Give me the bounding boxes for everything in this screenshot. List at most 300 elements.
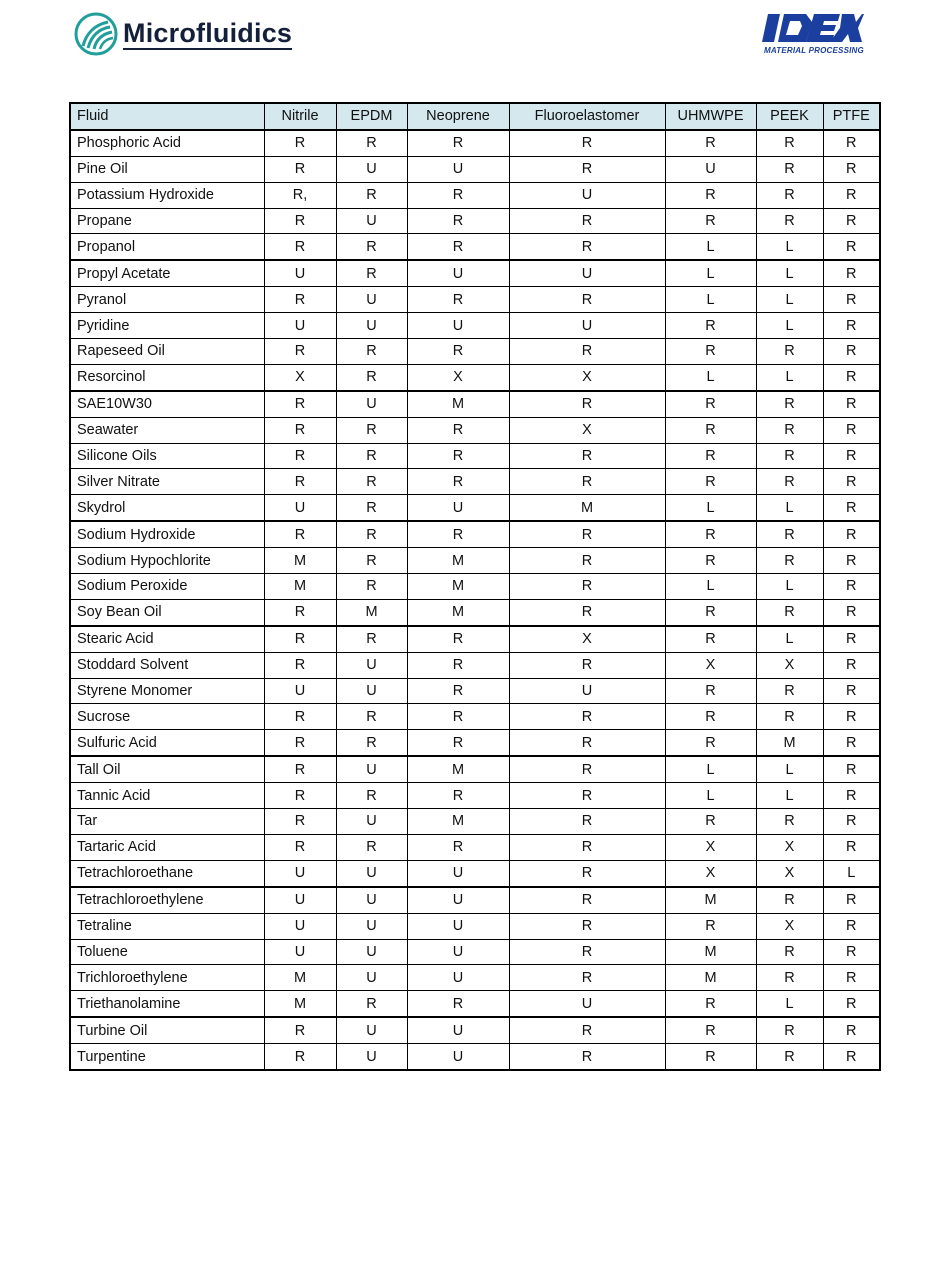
- rating-cell-epdm: R: [336, 991, 407, 1017]
- rating-cell-uhmwpe: R: [665, 469, 756, 495]
- rating-cell-fluoroelastomer: M: [509, 495, 665, 521]
- rating-cell-ptfe: R: [823, 913, 880, 939]
- rating-cell-uhmwpe: L: [665, 495, 756, 521]
- rating-cell-uhmwpe: R: [665, 809, 756, 835]
- rating-cell-nitrile: R: [264, 783, 336, 809]
- rating-cell-fluoroelastomer: U: [509, 260, 665, 286]
- rating-cell-nitrile: R: [264, 756, 336, 782]
- rating-cell-fluoroelastomer: X: [509, 364, 665, 390]
- rating-cell-neoprene: R: [407, 182, 509, 208]
- rating-cell-uhmwpe: R: [665, 1017, 756, 1043]
- rating-cell-neoprene: R: [407, 834, 509, 860]
- rating-cell-ptfe: R: [823, 443, 880, 469]
- idex-logo-subtext: MATERIAL PROCESSING: [764, 46, 864, 55]
- table-row: [70, 965, 880, 991]
- fluid-name-cell: Tartaric Acid: [70, 834, 264, 860]
- fluid-name-cell: Sodium Hypochlorite: [70, 548, 264, 574]
- rating-cell-epdm: R: [336, 834, 407, 860]
- rating-cell-ptfe: R: [823, 887, 880, 913]
- rating-cell-nitrile: R: [264, 730, 336, 756]
- rating-cell-nitrile: R: [264, 443, 336, 469]
- rating-cell-peek: R: [756, 130, 823, 156]
- rating-cell-epdm: R: [336, 339, 407, 365]
- rating-cell-nitrile: U: [264, 678, 336, 704]
- fluid-name-cell: Propanol: [70, 234, 264, 260]
- rating-cell-ptfe: R: [823, 704, 880, 730]
- rating-cell-peek: L: [756, 313, 823, 339]
- table-row: [70, 1044, 880, 1070]
- rating-cell-uhmwpe: R: [665, 443, 756, 469]
- fluid-name-cell: Turpentine: [70, 1044, 264, 1070]
- fluid-name-cell: Sucrose: [70, 704, 264, 730]
- rating-cell-nitrile: R: [264, 834, 336, 860]
- rating-cell-neoprene: U: [407, 313, 509, 339]
- fluid-name-cell: Sulfuric Acid: [70, 730, 264, 756]
- rating-cell-nitrile: M: [264, 965, 336, 991]
- rating-cell-peek: R: [756, 521, 823, 547]
- rating-cell-ptfe: R: [823, 756, 880, 782]
- rating-cell-peek: L: [756, 756, 823, 782]
- rating-cell-neoprene: M: [407, 548, 509, 574]
- rating-cell-fluoroelastomer: R: [509, 287, 665, 313]
- rating-cell-epdm: U: [336, 156, 407, 182]
- rating-cell-peek: L: [756, 574, 823, 600]
- fluid-name-cell: Seawater: [70, 417, 264, 443]
- rating-cell-ptfe: R: [823, 1044, 880, 1070]
- fluid-name-cell: Tetrachloroethylene: [70, 887, 264, 913]
- rating-cell-uhmwpe: R: [665, 130, 756, 156]
- rating-cell-neoprene: R: [407, 704, 509, 730]
- rating-cell-epdm: U: [336, 391, 407, 417]
- rating-cell-neoprene: R: [407, 339, 509, 365]
- rating-cell-epdm: U: [336, 1044, 407, 1070]
- rating-cell-neoprene: M: [407, 574, 509, 600]
- rating-cell-epdm: U: [336, 939, 407, 965]
- rating-cell-nitrile: U: [264, 913, 336, 939]
- rating-cell-peek: R: [756, 156, 823, 182]
- rating-cell-ptfe: R: [823, 339, 880, 365]
- rating-cell-epdm: R: [336, 495, 407, 521]
- rating-cell-peek: L: [756, 495, 823, 521]
- column-header-epdm: EPDM: [336, 103, 407, 130]
- rating-cell-neoprene: U: [407, 156, 509, 182]
- table-row: [70, 182, 880, 208]
- rating-cell-ptfe: R: [823, 130, 880, 156]
- rating-cell-epdm: R: [336, 548, 407, 574]
- rating-cell-ptfe: R: [823, 652, 880, 678]
- rating-cell-epdm: U: [336, 208, 407, 234]
- rating-cell-nitrile: R: [264, 809, 336, 835]
- table-row: [70, 678, 880, 704]
- rating-cell-ptfe: R: [823, 965, 880, 991]
- table-row: [70, 443, 880, 469]
- rating-cell-neoprene: R: [407, 783, 509, 809]
- rating-cell-fluoroelastomer: R: [509, 130, 665, 156]
- rating-cell-peek: L: [756, 260, 823, 286]
- table-row: [70, 364, 880, 390]
- rating-cell-peek: X: [756, 913, 823, 939]
- fluid-name-cell: Stoddard Solvent: [70, 652, 264, 678]
- fluid-name-cell: Tetraline: [70, 913, 264, 939]
- table-row: [70, 652, 880, 678]
- fluid-name-cell: Rapeseed Oil: [70, 339, 264, 365]
- table-row: [70, 574, 880, 600]
- table-row: [70, 469, 880, 495]
- rating-cell-fluoroelastomer: U: [509, 991, 665, 1017]
- rating-cell-neoprene: R: [407, 208, 509, 234]
- rating-cell-peek: R: [756, 391, 823, 417]
- rating-cell-ptfe: R: [823, 834, 880, 860]
- rating-cell-nitrile: R: [264, 417, 336, 443]
- rating-cell-nitrile: U: [264, 260, 336, 286]
- rating-cell-peek: R: [756, 704, 823, 730]
- rating-cell-ptfe: R: [823, 991, 880, 1017]
- fluid-name-cell: Silicone Oils: [70, 443, 264, 469]
- rating-cell-nitrile: R: [264, 156, 336, 182]
- table-row: [70, 939, 880, 965]
- rating-cell-neoprene: U: [407, 1017, 509, 1043]
- rating-cell-neoprene: U: [407, 939, 509, 965]
- rating-cell-ptfe: R: [823, 417, 880, 443]
- rating-cell-ptfe: R: [823, 626, 880, 652]
- rating-cell-fluoroelastomer: R: [509, 756, 665, 782]
- rating-cell-ptfe: R: [823, 574, 880, 600]
- rating-cell-ptfe: R: [823, 939, 880, 965]
- rating-cell-uhmwpe: R: [665, 913, 756, 939]
- chemical-compatibility-table: [69, 102, 881, 1071]
- rating-cell-uhmwpe: R: [665, 991, 756, 1017]
- table-row: [70, 626, 880, 652]
- table-row: [70, 783, 880, 809]
- table-row: [70, 887, 880, 913]
- rating-cell-neoprene: R: [407, 626, 509, 652]
- rating-cell-fluoroelastomer: R: [509, 548, 665, 574]
- fluid-name-cell: Pyranol: [70, 287, 264, 313]
- rating-cell-uhmwpe: R: [665, 182, 756, 208]
- rating-cell-fluoroelastomer: R: [509, 809, 665, 835]
- rating-cell-fluoroelastomer: R: [509, 574, 665, 600]
- rating-cell-fluoroelastomer: U: [509, 313, 665, 339]
- rating-cell-fluoroelastomer: R: [509, 887, 665, 913]
- rating-cell-uhmwpe: M: [665, 965, 756, 991]
- rating-cell-peek: R: [756, 939, 823, 965]
- fluid-name-cell: Propyl Acetate: [70, 260, 264, 286]
- fluid-name-cell: Stearic Acid: [70, 626, 264, 652]
- rating-cell-fluoroelastomer: R: [509, 1044, 665, 1070]
- rating-cell-uhmwpe: L: [665, 287, 756, 313]
- rating-cell-uhmwpe: L: [665, 364, 756, 390]
- rating-cell-fluoroelastomer: R: [509, 860, 665, 886]
- rating-cell-peek: R: [756, 599, 823, 625]
- rating-cell-uhmwpe: R: [665, 521, 756, 547]
- rating-cell-ptfe: R: [823, 234, 880, 260]
- table-row: [70, 1017, 880, 1043]
- rating-cell-nitrile: R: [264, 652, 336, 678]
- rating-cell-fluoroelastomer: R: [509, 208, 665, 234]
- table-row: [70, 991, 880, 1017]
- fluid-name-cell: Tar: [70, 809, 264, 835]
- table-row: [70, 809, 880, 835]
- rating-cell-ptfe: R: [823, 1017, 880, 1043]
- rating-cell-nitrile: R: [264, 234, 336, 260]
- table-row: [70, 548, 880, 574]
- rating-cell-epdm: R: [336, 469, 407, 495]
- rating-cell-nitrile: U: [264, 939, 336, 965]
- fluid-name-cell: Sodium Hydroxide: [70, 521, 264, 547]
- fluid-name-cell: Pyridine: [70, 313, 264, 339]
- rating-cell-neoprene: U: [407, 495, 509, 521]
- table-row: [70, 156, 880, 182]
- rating-cell-peek: L: [756, 783, 823, 809]
- column-header-ptfe: PTFE: [823, 103, 880, 130]
- table-row: [70, 313, 880, 339]
- rating-cell-peek: R: [756, 417, 823, 443]
- rating-cell-fluoroelastomer: R: [509, 965, 665, 991]
- fluid-name-cell: Pine Oil: [70, 156, 264, 182]
- rating-cell-fluoroelastomer: R: [509, 469, 665, 495]
- rating-cell-ptfe: R: [823, 364, 880, 390]
- rating-cell-peek: X: [756, 834, 823, 860]
- rating-cell-peek: R: [756, 887, 823, 913]
- rating-cell-neoprene: U: [407, 913, 509, 939]
- rating-cell-epdm: U: [336, 652, 407, 678]
- rating-cell-nitrile: U: [264, 313, 336, 339]
- rating-cell-peek: R: [756, 1017, 823, 1043]
- rating-cell-nitrile: R: [264, 208, 336, 234]
- rating-cell-fluoroelastomer: R: [509, 521, 665, 547]
- fluid-name-cell: Propane: [70, 208, 264, 234]
- rating-cell-uhmwpe: R: [665, 548, 756, 574]
- rating-cell-ptfe: R: [823, 495, 880, 521]
- rating-cell-epdm: U: [336, 860, 407, 886]
- rating-cell-peek: X: [756, 652, 823, 678]
- rating-cell-epdm: U: [336, 887, 407, 913]
- rating-cell-neoprene: M: [407, 599, 509, 625]
- rating-cell-neoprene: U: [407, 260, 509, 286]
- fluid-name-cell: Turbine Oil: [70, 1017, 264, 1043]
- rating-cell-nitrile: M: [264, 548, 336, 574]
- rating-cell-epdm: R: [336, 783, 407, 809]
- rating-cell-epdm: U: [336, 965, 407, 991]
- rating-cell-neoprene: M: [407, 756, 509, 782]
- rating-cell-nitrile: R: [264, 130, 336, 156]
- rating-cell-neoprene: R: [407, 469, 509, 495]
- microfluidics-logo-icon: [74, 12, 118, 56]
- rating-cell-epdm: R: [336, 626, 407, 652]
- rating-cell-fluoroelastomer: R: [509, 834, 665, 860]
- rating-cell-nitrile: X: [264, 364, 336, 390]
- table-body: [70, 130, 880, 1070]
- rating-cell-epdm: U: [336, 809, 407, 835]
- rating-cell-neoprene: U: [407, 965, 509, 991]
- rating-cell-uhmwpe: R: [665, 626, 756, 652]
- rating-cell-fluoroelastomer: R: [509, 443, 665, 469]
- table-row: [70, 495, 880, 521]
- rating-cell-uhmwpe: X: [665, 860, 756, 886]
- rating-cell-neoprene: R: [407, 287, 509, 313]
- rating-cell-epdm: U: [336, 1017, 407, 1043]
- rating-cell-uhmwpe: R: [665, 704, 756, 730]
- table-header-row: [70, 103, 880, 130]
- rating-cell-epdm: U: [336, 287, 407, 313]
- fluid-name-cell: Skydrol: [70, 495, 264, 521]
- rating-cell-peek: R: [756, 965, 823, 991]
- rating-cell-neoprene: M: [407, 809, 509, 835]
- rating-cell-ptfe: R: [823, 156, 880, 182]
- rating-cell-ptfe: R: [823, 548, 880, 574]
- rating-cell-uhmwpe: U: [665, 156, 756, 182]
- rating-cell-ptfe: R: [823, 260, 880, 286]
- rating-cell-ptfe: R: [823, 521, 880, 547]
- rating-cell-neoprene: X: [407, 364, 509, 390]
- fluid-name-cell: Tall Oil: [70, 756, 264, 782]
- rating-cell-fluoroelastomer: R: [509, 156, 665, 182]
- rating-cell-peek: R: [756, 339, 823, 365]
- rating-cell-uhmwpe: R: [665, 599, 756, 625]
- fluid-name-cell: Toluene: [70, 939, 264, 965]
- rating-cell-peek: R: [756, 809, 823, 835]
- table-row: [70, 599, 880, 625]
- rating-cell-nitrile: R: [264, 469, 336, 495]
- rating-cell-neoprene: R: [407, 991, 509, 1017]
- table-row: [70, 704, 880, 730]
- rating-cell-fluoroelastomer: X: [509, 417, 665, 443]
- rating-cell-uhmwpe: R: [665, 730, 756, 756]
- rating-cell-fluoroelastomer: R: [509, 730, 665, 756]
- rating-cell-peek: L: [756, 234, 823, 260]
- rating-cell-nitrile: U: [264, 495, 336, 521]
- rating-cell-nitrile: R: [264, 287, 336, 313]
- rating-cell-neoprene: U: [407, 887, 509, 913]
- rating-cell-nitrile: R: [264, 1017, 336, 1043]
- rating-cell-uhmwpe: L: [665, 783, 756, 809]
- rating-cell-ptfe: R: [823, 783, 880, 809]
- rating-cell-uhmwpe: R: [665, 417, 756, 443]
- rating-cell-uhmwpe: R: [665, 1044, 756, 1070]
- rating-cell-nitrile: R: [264, 626, 336, 652]
- rating-cell-epdm: U: [336, 313, 407, 339]
- rating-cell-peek: R: [756, 443, 823, 469]
- idex-logo-icon: [760, 12, 864, 44]
- rating-cell-uhmwpe: R: [665, 391, 756, 417]
- rating-cell-neoprene: R: [407, 521, 509, 547]
- rating-cell-neoprene: R: [407, 130, 509, 156]
- rating-cell-peek: R: [756, 1044, 823, 1070]
- rating-cell-nitrile: R: [264, 599, 336, 625]
- rating-cell-nitrile: R: [264, 391, 336, 417]
- fluid-name-cell: Silver Nitrate: [70, 469, 264, 495]
- fluid-name-cell: Potassium Hydroxide: [70, 182, 264, 208]
- rating-cell-fluoroelastomer: R: [509, 704, 665, 730]
- table-row: [70, 860, 880, 886]
- rating-cell-fluoroelastomer: R: [509, 234, 665, 260]
- rating-cell-nitrile: U: [264, 860, 336, 886]
- table-row: [70, 234, 880, 260]
- page-header: [0, 0, 950, 80]
- rating-cell-nitrile: R: [264, 1044, 336, 1070]
- rating-cell-ptfe: R: [823, 391, 880, 417]
- rating-cell-peek: L: [756, 991, 823, 1017]
- table-row: [70, 391, 880, 417]
- rating-cell-epdm: R: [336, 130, 407, 156]
- rating-cell-neoprene: U: [407, 1044, 509, 1070]
- rating-cell-peek: L: [756, 287, 823, 313]
- fluid-name-cell: Triethanolamine: [70, 991, 264, 1017]
- rating-cell-ptfe: R: [823, 469, 880, 495]
- rating-cell-epdm: R: [336, 443, 407, 469]
- fluid-name-cell: Sodium Peroxide: [70, 574, 264, 600]
- rating-cell-nitrile: M: [264, 574, 336, 600]
- rating-cell-uhmwpe: R: [665, 678, 756, 704]
- rating-cell-ptfe: R: [823, 730, 880, 756]
- column-header-nitrile: Nitrile: [264, 103, 336, 130]
- rating-cell-fluoroelastomer: R: [509, 939, 665, 965]
- column-header-uhmwpe: UHMWPE: [665, 103, 756, 130]
- rating-cell-uhmwpe: L: [665, 756, 756, 782]
- rating-cell-epdm: R: [336, 417, 407, 443]
- rating-cell-peek: R: [756, 182, 823, 208]
- rating-cell-nitrile: U: [264, 887, 336, 913]
- rating-cell-uhmwpe: R: [665, 339, 756, 365]
- rating-cell-ptfe: R: [823, 599, 880, 625]
- microfluidics-logo: [74, 12, 292, 56]
- rating-cell-neoprene: R: [407, 417, 509, 443]
- rating-cell-ptfe: R: [823, 313, 880, 339]
- rating-cell-neoprene: U: [407, 860, 509, 886]
- fluid-name-cell: SAE10W30: [70, 391, 264, 417]
- table-row: [70, 913, 880, 939]
- rating-cell-fluoroelastomer: X: [509, 626, 665, 652]
- rating-cell-peek: R: [756, 208, 823, 234]
- rating-cell-nitrile: R: [264, 704, 336, 730]
- rating-cell-fluoroelastomer: R: [509, 599, 665, 625]
- rating-cell-fluoroelastomer: U: [509, 678, 665, 704]
- microfluidics-logo-text: Microfluidics: [123, 17, 293, 48]
- rating-cell-fluoroelastomer: U: [509, 182, 665, 208]
- table-row: [70, 208, 880, 234]
- rating-cell-fluoroelastomer: R: [509, 1017, 665, 1043]
- rating-cell-uhmwpe: L: [665, 260, 756, 286]
- fluid-name-cell: Tannic Acid: [70, 783, 264, 809]
- rating-cell-epdm: R: [336, 730, 407, 756]
- column-header-peek: PEEK: [756, 103, 823, 130]
- fluid-name-cell: Trichloroethylene: [70, 965, 264, 991]
- rating-cell-uhmwpe: X: [665, 652, 756, 678]
- rating-cell-fluoroelastomer: R: [509, 391, 665, 417]
- rating-cell-epdm: R: [336, 521, 407, 547]
- rating-cell-neoprene: R: [407, 678, 509, 704]
- table-row: [70, 130, 880, 156]
- rating-cell-fluoroelastomer: R: [509, 652, 665, 678]
- rating-cell-ptfe: R: [823, 182, 880, 208]
- table-row: [70, 834, 880, 860]
- rating-cell-fluoroelastomer: R: [509, 783, 665, 809]
- rating-cell-uhmwpe: R: [665, 208, 756, 234]
- rating-cell-nitrile: R: [264, 339, 336, 365]
- rating-cell-nitrile: M: [264, 991, 336, 1017]
- table-row: [70, 756, 880, 782]
- rating-cell-nitrile: R,: [264, 182, 336, 208]
- table-row: [70, 730, 880, 756]
- rating-cell-epdm: U: [336, 756, 407, 782]
- rating-cell-peek: M: [756, 730, 823, 756]
- rating-cell-uhmwpe: R: [665, 313, 756, 339]
- column-header-fluid: Fluid: [70, 103, 264, 130]
- rating-cell-epdm: U: [336, 678, 407, 704]
- table-row: [70, 417, 880, 443]
- rating-cell-neoprene: R: [407, 652, 509, 678]
- fluid-name-cell: Soy Bean Oil: [70, 599, 264, 625]
